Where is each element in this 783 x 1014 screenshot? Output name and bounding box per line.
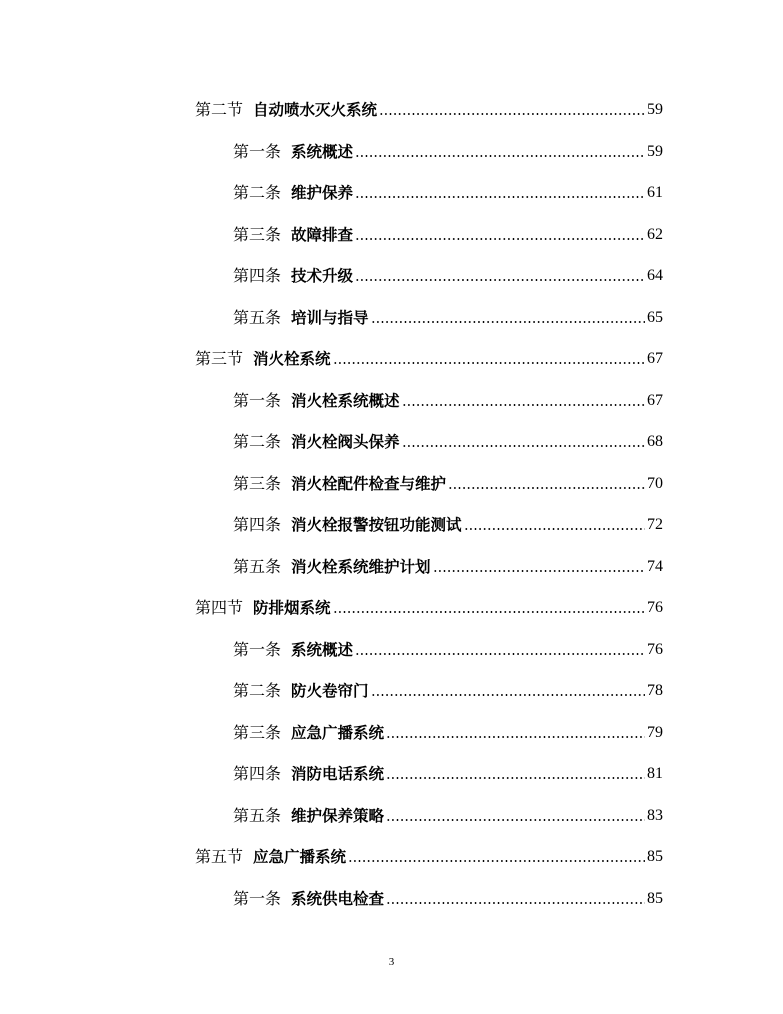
dot-leader — [386, 819, 645, 821]
dot-leader — [355, 196, 645, 198]
dot-leader — [402, 404, 645, 406]
toc-entry-number: 第一条 — [233, 142, 282, 161]
toc-entry-title: 消火栓系统维护计划 — [291, 558, 431, 576]
toc-entry-number: 第四条 — [233, 515, 282, 534]
toc-entry[interactable] — [233, 428, 663, 452]
toc-entry-page: 59 — [647, 101, 663, 118]
toc-entry-number: 第二节 — [195, 100, 244, 119]
toc-entry-number: 第三条 — [233, 474, 282, 493]
toc-entry-title: 消火栓系统 — [253, 350, 331, 368]
toc-entry-number: 第一条 — [233, 889, 282, 908]
toc-entry[interactable] — [195, 345, 663, 369]
dot-leader — [348, 860, 645, 862]
toc-entry-page: 70 — [647, 475, 663, 492]
toc-entry-title: 应急广播系统 — [253, 848, 347, 866]
toc-entry-page: 76 — [647, 641, 663, 658]
toc-entry-number: 第一条 — [233, 640, 282, 659]
toc-entry-page: 72 — [647, 516, 663, 533]
dot-leader — [355, 279, 645, 281]
toc-entry-title: 消火栓配件检查与维护 — [291, 475, 447, 493]
toc-entry-title: 消火栓系统概述 — [291, 392, 400, 410]
toc-entry-title: 自动喷水灭火系统 — [253, 101, 378, 119]
toc-entry-page: 78 — [647, 682, 663, 699]
toc-entry-page: 67 — [647, 392, 663, 409]
toc-entry-page: 81 — [647, 765, 663, 782]
toc-entry-title: 维护保养策略 — [291, 807, 385, 825]
toc-entry[interactable] — [233, 221, 663, 245]
toc-entry-page: 79 — [647, 724, 663, 741]
toc-entry-number: 第二条 — [233, 183, 282, 202]
toc-entry-page: 65 — [647, 309, 663, 326]
toc-entry-number: 第三节 — [195, 349, 244, 368]
toc-entry-page: 85 — [647, 848, 663, 865]
toc-entry[interactable] — [195, 96, 663, 120]
toc-entry-page: 83 — [647, 807, 663, 824]
toc-entry-number: 第四节 — [195, 598, 244, 617]
dot-leader — [448, 487, 645, 489]
toc-entry-title: 技术升级 — [291, 267, 354, 285]
dot-leader — [402, 445, 645, 447]
toc-entry-title: 消防电话系统 — [291, 765, 385, 783]
dot-leader — [464, 528, 645, 530]
toc-entry-page: 61 — [647, 184, 663, 201]
toc-entry[interactable] — [233, 885, 663, 909]
toc-entry-page: 76 — [647, 599, 663, 616]
toc-entry-page: 62 — [647, 226, 663, 243]
toc-entry-title: 系统概述 — [291, 641, 354, 659]
toc-entry-title: 应急广播系统 — [291, 724, 385, 742]
toc-entry[interactable] — [233, 719, 663, 743]
dot-leader — [386, 777, 645, 779]
dot-leader — [386, 902, 645, 904]
toc-entry-page: 67 — [647, 350, 663, 367]
toc-entry-number: 第四条 — [233, 266, 282, 285]
toc-entry[interactable] — [233, 470, 663, 494]
toc-entry-title: 系统供电检查 — [291, 890, 385, 908]
toc-entry[interactable] — [233, 262, 663, 286]
toc-entry-number: 第三条 — [233, 723, 282, 742]
toc-entry-title: 系统概述 — [291, 143, 354, 161]
toc-entry-page: 74 — [647, 558, 663, 575]
toc-entry-title: 维护保养 — [291, 184, 354, 202]
dot-leader — [433, 570, 645, 572]
toc-entry-number: 第三条 — [233, 225, 282, 244]
toc-entry[interactable] — [195, 594, 663, 618]
toc-entry-page: 64 — [647, 267, 663, 284]
toc-entry-title: 消火栓报警按钮功能测试 — [291, 516, 462, 534]
toc-entry[interactable] — [233, 179, 663, 203]
toc-entry[interactable] — [233, 304, 663, 328]
toc-entry-number: 第五条 — [233, 308, 282, 327]
dot-leader — [333, 611, 645, 613]
toc-entry[interactable] — [233, 636, 663, 660]
toc-entry-title: 培训与指导 — [291, 309, 369, 327]
toc-entry-page: 68 — [647, 433, 663, 450]
toc-entry-title: 消火栓阀头保养 — [291, 433, 400, 451]
toc-entry[interactable] — [233, 511, 663, 535]
toc-entry-number: 第四条 — [233, 764, 282, 783]
dot-leader — [355, 653, 645, 655]
dot-leader — [371, 321, 645, 323]
dot-leader — [379, 113, 645, 115]
toc-entry-page: 59 — [647, 143, 663, 160]
dot-leader — [355, 155, 645, 157]
dot-leader — [386, 736, 645, 738]
toc-entry-title: 防火卷帘门 — [291, 682, 369, 700]
toc-entry[interactable] — [233, 553, 663, 577]
toc-entry-number: 第五条 — [233, 806, 282, 825]
toc-entry-title: 防排烟系统 — [253, 599, 331, 617]
toc-entry-number: 第五条 — [233, 557, 282, 576]
toc-entry-number: 第二条 — [233, 681, 282, 700]
dot-leader — [333, 362, 645, 364]
toc-entry[interactable] — [195, 843, 663, 867]
toc-entry-number: 第五节 — [195, 847, 244, 866]
toc-entry-number: 第一条 — [233, 391, 282, 410]
toc-entry[interactable] — [233, 802, 663, 826]
page-number: 3 — [388, 956, 395, 968]
toc-entry[interactable] — [233, 760, 663, 784]
toc-entry-number: 第二条 — [233, 432, 282, 451]
toc-entry[interactable] — [233, 677, 663, 701]
toc-entry-page: 85 — [647, 890, 663, 907]
dot-leader — [371, 694, 645, 696]
dot-leader — [355, 238, 645, 240]
toc-entry[interactable] — [233, 387, 663, 411]
toc-entry-title: 故障排查 — [291, 226, 354, 244]
toc-entry[interactable] — [233, 138, 663, 162]
